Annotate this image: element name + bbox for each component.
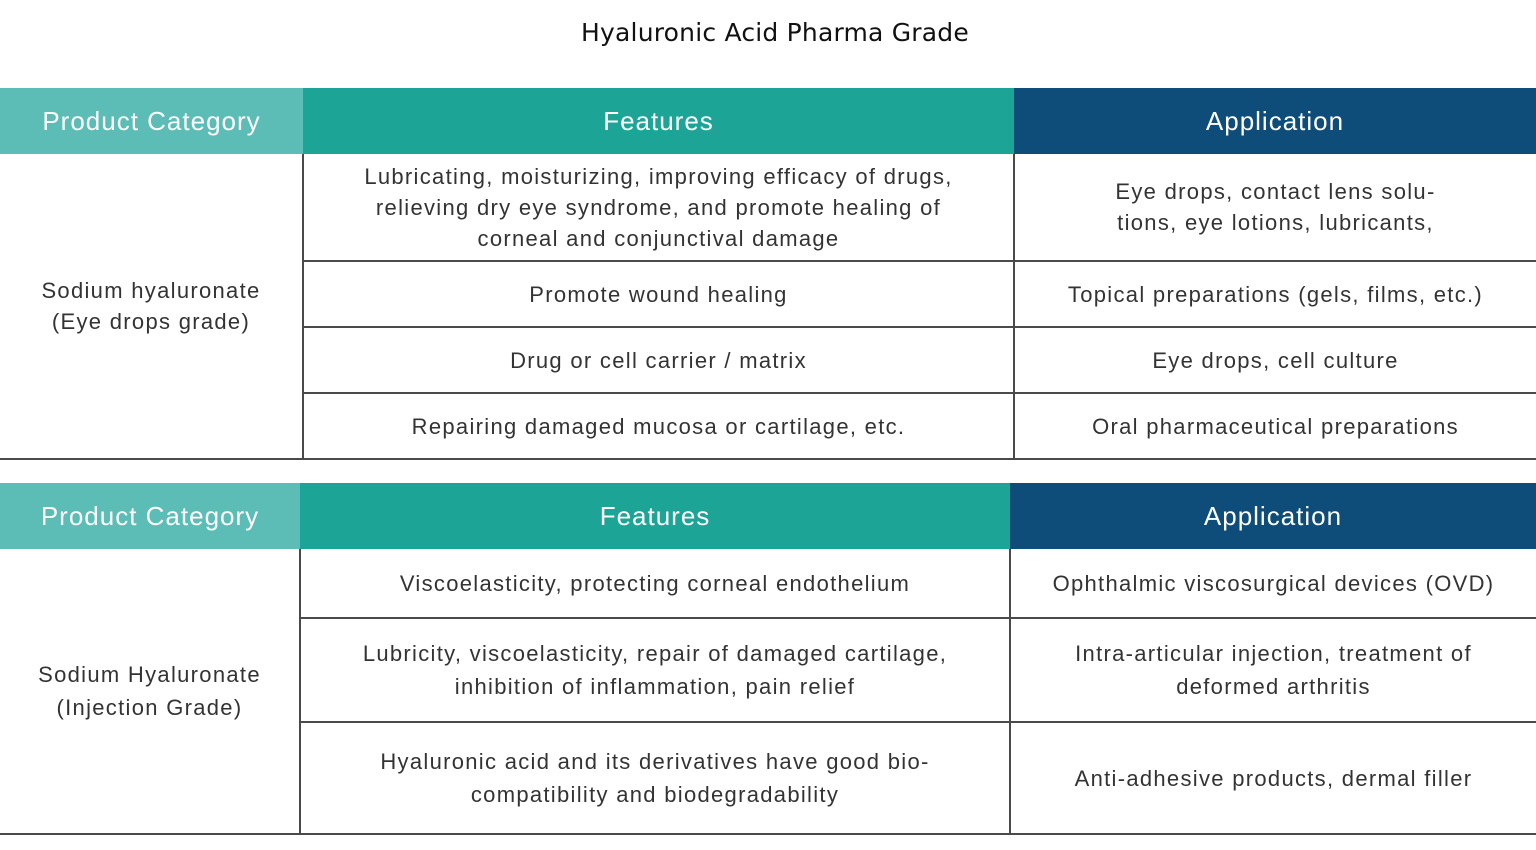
- header-features: Features: [303, 88, 1014, 154]
- header-row: [0, 88, 1536, 154]
- text-line: Hyaluronic acid and its derivatives have good bio-: [380, 749, 930, 774]
- text-line: relieving dry eye syndrome, and promote healing of: [375, 194, 942, 220]
- text-line: Lubricity, viscoelasticity, repair of damaged cartilage,: [362, 641, 948, 666]
- features-cell: [300, 722, 1010, 834]
- category-grade: (Injection Grade): [56, 695, 243, 720]
- application-cell: [1014, 327, 1536, 393]
- text-line: Lubricating, moisturizing, improving efficacy of drugs,: [364, 163, 953, 189]
- table-row: [0, 154, 1536, 261]
- category-grade: (Eye drops grade): [51, 309, 251, 334]
- injection-grade-table: [0, 483, 1536, 835]
- table-row: [0, 549, 1536, 618]
- application-cell: [1010, 618, 1536, 722]
- features-cell: [303, 261, 1014, 327]
- text-line: Viscoelasticity, protecting corneal endothelium: [399, 570, 911, 596]
- text-line: Drug or cell carrier / matrix: [510, 347, 807, 373]
- text-line: tions, eye lotions, lubricants,: [1117, 210, 1434, 235]
- text-line: Anti-adhesive products, dermal filler: [1074, 765, 1473, 791]
- text-line: Eye drops, cell culture: [1152, 347, 1399, 373]
- eye-drops-grade-table: [0, 88, 1536, 460]
- product-category-cell: [0, 549, 300, 834]
- text-line: Oral pharmaceutical preparations: [1092, 413, 1459, 439]
- features-cell: [303, 327, 1014, 393]
- text-line: Intra-articular injection, treatment of: [1075, 641, 1472, 666]
- features-cell: [303, 154, 1014, 261]
- product-category-cell: [0, 154, 303, 459]
- header-features: Features: [300, 483, 1010, 549]
- features-cell: [303, 393, 1014, 459]
- application-cell: [1014, 393, 1536, 459]
- header-row: [0, 483, 1536, 549]
- page-title: Hyaluronic Acid Pharma Grade: [581, 18, 969, 47]
- header-product-category: Product Category: [0, 483, 300, 549]
- text-line: Repairing damaged mucosa or cartilage, etc.: [411, 413, 906, 439]
- application-cell: [1014, 154, 1536, 261]
- header-application: Application: [1014, 88, 1536, 154]
- application-cell: [1010, 549, 1536, 618]
- text-line: corneal and conjunctival damage: [477, 225, 840, 251]
- text-line: Promote wound healing: [529, 281, 788, 307]
- application-cell: [1010, 722, 1536, 834]
- features-cell: [300, 549, 1010, 618]
- category-name: Sodium Hyaluronate: [38, 662, 261, 687]
- text-line: deformed arthritis: [1176, 674, 1371, 699]
- header-application: Application: [1010, 483, 1536, 549]
- category-name: Sodium hyaluronate: [41, 278, 261, 303]
- features-cell: [300, 618, 1010, 722]
- text-line: Eye drops, contact lens solu-: [1115, 179, 1436, 204]
- header-product-category: Product Category: [0, 88, 303, 154]
- application-cell: [1014, 261, 1536, 327]
- text-line: inhibition of inflammation, pain relief: [454, 674, 856, 699]
- text-line: compatibility and biodegradability: [470, 782, 840, 807]
- text-line: Ophthalmic viscosurgical devices (OVD): [1052, 570, 1495, 596]
- text-line: Topical preparations (gels, films, etc.): [1067, 281, 1484, 307]
